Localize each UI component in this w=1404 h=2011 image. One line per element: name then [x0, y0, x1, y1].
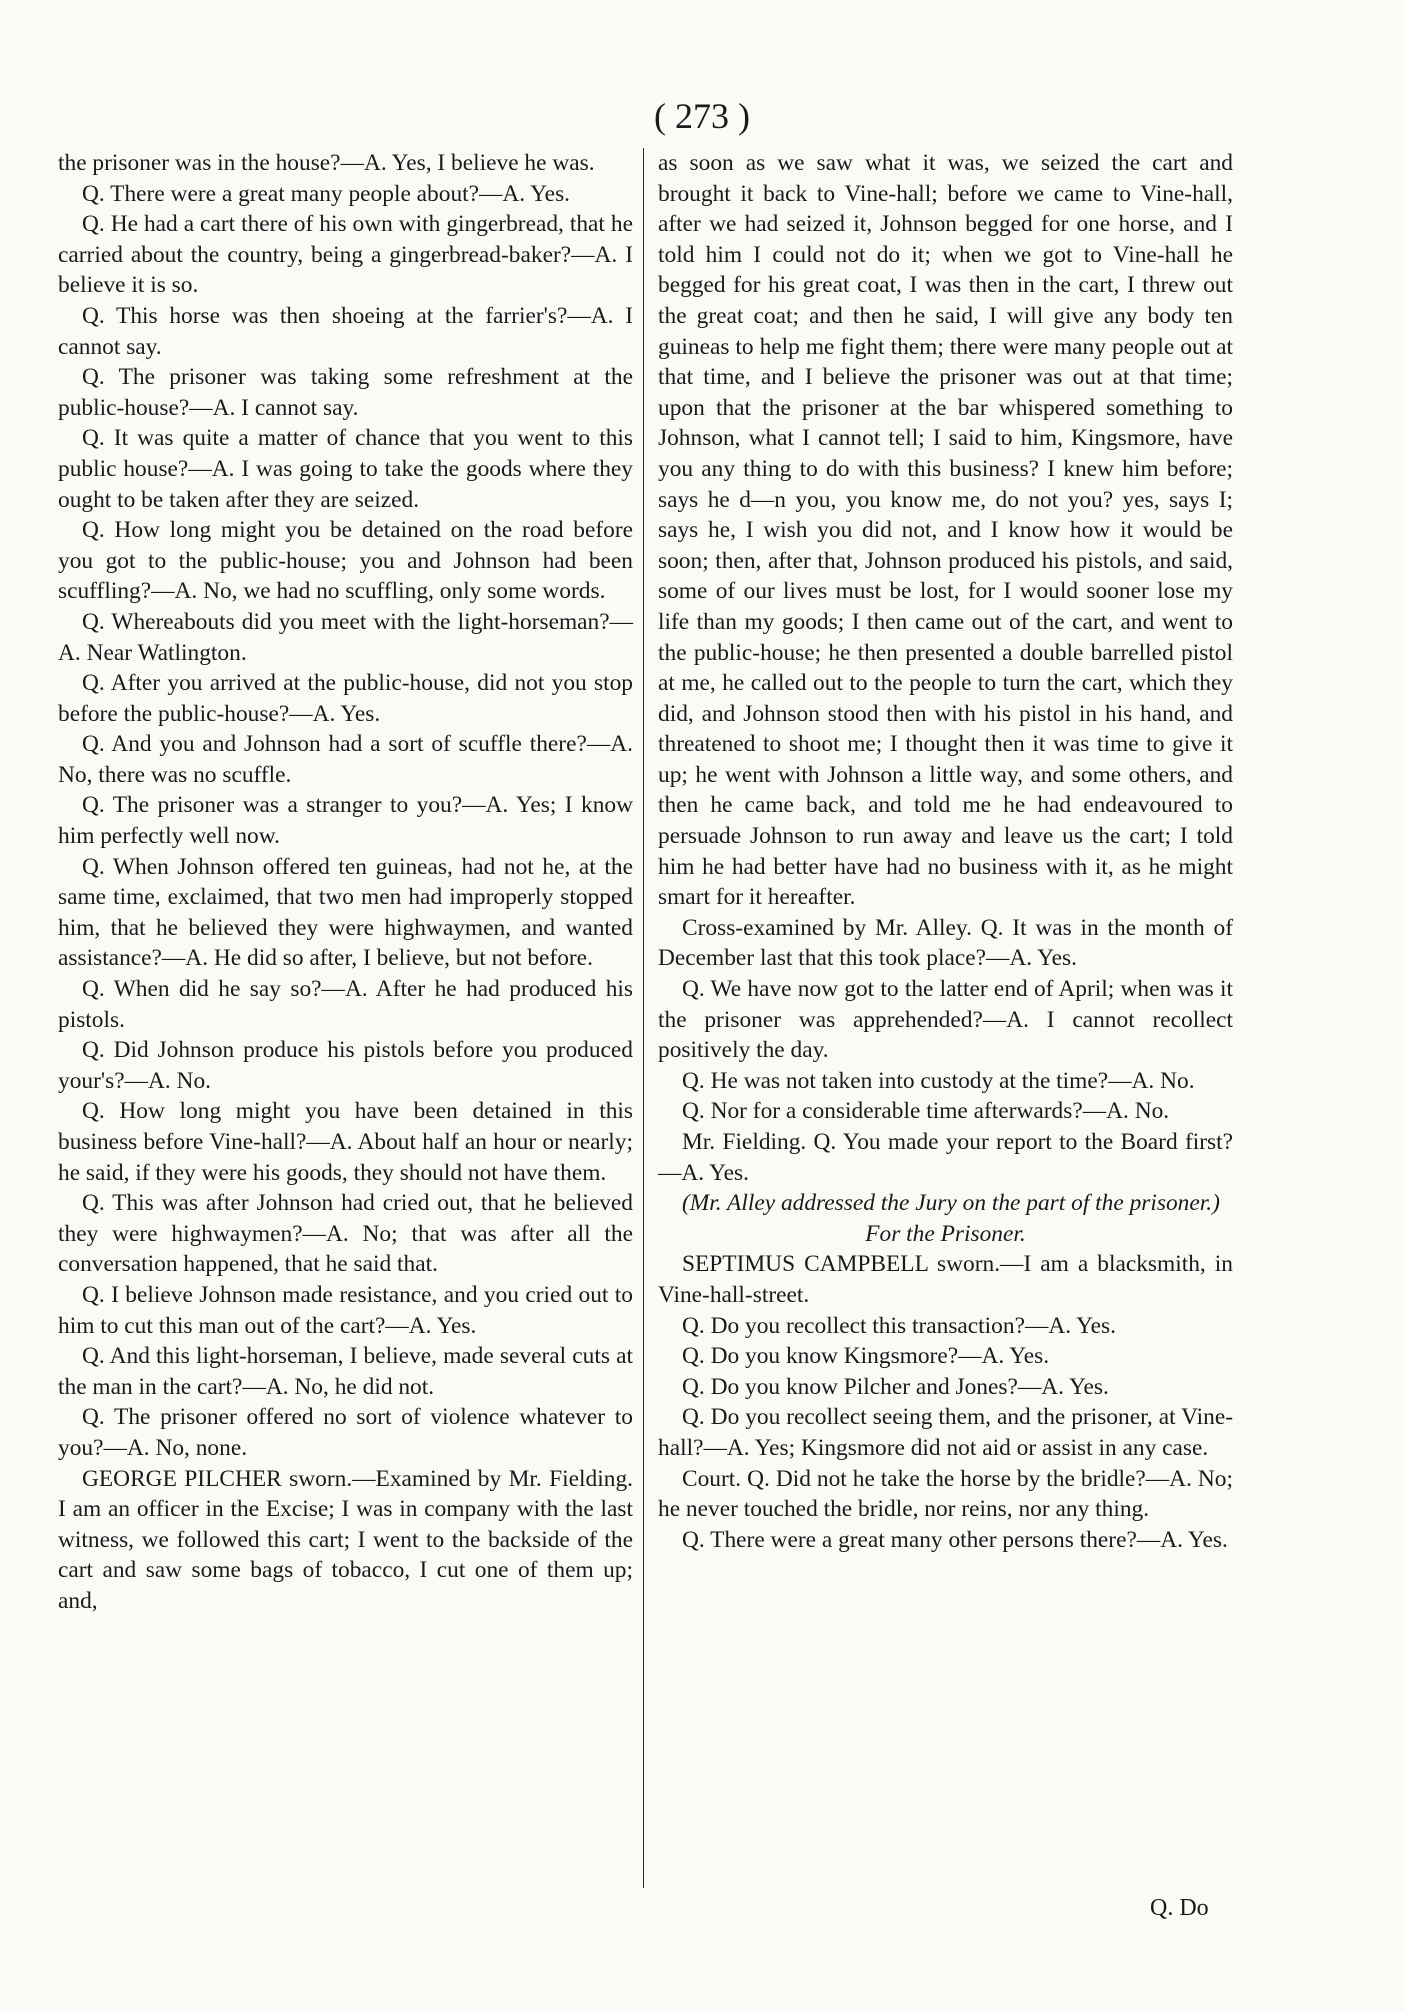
left-paragraph: Q. He had a cart there of his own with gingerbread, that he carried about the country, being a gingerbread-baker?—A. I believe it is so.: [58, 211, 633, 299]
right-column: [658, 148, 1233, 1555]
left-paragraph: Q. The prisoner was a stranger to you?—A. Yes; I know him perfectly well now.: [58, 792, 633, 850]
right-paragraph: Q. Do you know Pilcher and Jones?—A. Yes.: [682, 1373, 1109, 1400]
catchword: Q. Do: [1150, 1895, 1209, 1921]
left-paragraph: the prisoner was in the house?—A. Yes, I believe he was.: [58, 150, 595, 176]
right-paragraph: Mr. Fielding. Q. You made your report to the Board first?—A. Yes.: [658, 1129, 1233, 1186]
left-paragraph: Q. How long might you be detained on the road before you got to the public-house; you and Johnson had been scuffling?—A. No, we had no scuffling, only some words.: [58, 517, 633, 605]
left-paragraph: Q. And this light-horseman, I believe, made several cuts at the man in the cart?—A. No, he did not.: [58, 1343, 633, 1400]
left-paragraph: Q. When did he say so?—A. After he had produced his pistols.: [58, 976, 633, 1033]
right-paragraph: Court. Q. Did not he take the horse by the bridle?—A. No; he never touched the bridle, nor reins, nor any thing.: [658, 1465, 1233, 1523]
right-paragraph: Cross-examined by Mr. Alley. Q. It was in the month of December last that this took place?—A. Yes.: [658, 914, 1233, 972]
page-number: ( 273 ): [654, 96, 750, 136]
right-paragraph: Q. There were a great many other persons there?—A. Yes.: [682, 1526, 1228, 1553]
right-paragraph: Q. Do you recollect seeing them, and the prisoner, at Vine-hall?—A. Yes; Kingsmore did not aid or assist in any case.: [658, 1404, 1233, 1461]
left-paragraph: Q. I believe Johnson made resistance, and you cried out to him to cut this man out of the cart?—A. Yes.: [58, 1281, 633, 1339]
right-paragraph: Q. Do you know Kingsmore?—A. Yes.: [682, 1343, 1050, 1370]
left-paragraph: Q. This horse was then shoeing at the farrier's?—A. I cannot say.: [58, 302, 633, 360]
left-paragraph: GEORGE PILCHER sworn.—Examined by Mr. Fielding. I am an officer in the Excise; I was in company with the last witness, we followed this cart; I went to the backside of the cart and saw some bags of tobacco, I cut one of them up; and,: [58, 1465, 633, 1614]
left-paragraph: Q. Did Johnson produce his pistols before you produced your's?—A. No.: [58, 1037, 633, 1094]
left-paragraph: Q. There were a great many people about?—A. Yes.: [82, 180, 571, 207]
left-paragraph: Q. It was quite a matter of chance that you went to this public house?—A. I was going to take the goods where they ought to be taken after they are seized.: [58, 425, 633, 513]
left-column: [58, 148, 633, 1617]
section-heading: For the Prisoner.: [865, 1220, 1026, 1247]
left-paragraph: Q. The prisoner offered no sort of violence whatever to you?—A. No, none.: [58, 1404, 633, 1461]
right-paragraph: (Mr. Alley addressed the Jury on the part of the prisoner.): [682, 1190, 1220, 1217]
right-paragraph: Q. He was not taken into custody at the time?—A. No.: [682, 1067, 1195, 1094]
right-paragraph: Q. Do you recollect this transaction?—A. Yes.: [682, 1312, 1116, 1339]
right-paragraph: as soon as we saw what it was, we seized the cart and brought it back to Vine-hall; before we came to Vine-hall, after we had seized it, Johnson begged for one horse, and I told him I could not do it; when we got to Vine-hall he begged for his great coat, I was then in the cart, I threw out the great coat; and then he said, I will give any body ten guineas to help me fight them; there were many people out at that time, and I believe the prisoner was out at that time; upon that the prisoner at the bar whispered something to Johnson, what I cannot tell; I said to him, Kingsmore, have you any thing to do with this business? I knew him before; says he d—n you, you know me, do not you? yes, says I; says he, I wish you did not, and I know how it would be soon; then, after that, Johnson produced his pistols, and said, some of our lives must be lost, for I would sooner lose my life than my goods; I then came out of the cart, and went to the public-house; he then presented a double barrelled pistol at me, he called out to the people to turn the cart, which they did, and Johnson stood then with his pistol in his hand, and threatened to shoot me; I thought then it was time to give it up; he went with Johnson a little way, and some others, and then he came back, and told me he had endeavoured to persuade Johnson to run away and leave us the cart; I told him he had better have had no business with it, as he might smart for it hereafter.: [658, 150, 1233, 911]
left-paragraph: Q. The prisoner was taking some refreshment at the public-house?—A. I cannot say.: [58, 364, 633, 421]
left-paragraph: Q. This was after Johnson had cried out, that he believed they were highwaymen?—A. No; that was after all the conversation happened, that he said that.: [58, 1190, 633, 1278]
left-paragraph: Q. After you arrived at the public-house, did not you stop before the public-house?—A. Yes.: [58, 670, 633, 727]
left-paragraph: Q. And you and Johnson had a sort of scuffle there?—A. No, there was no scuffle.: [58, 731, 633, 788]
column-divider: [643, 148, 644, 1888]
right-paragraph: Q. We have now got to the latter end of April; when was it the prisoner was apprehended?—A. I cannot recollect positively the day.: [658, 976, 1233, 1064]
left-paragraph: Q. Whereabouts did you meet with the light-horseman?—A. Near Watlington.: [58, 608, 633, 666]
right-paragraph: SEPTIMUS CAMPBELL sworn.—I am a blacksmith, in Vine-hall-street.: [658, 1251, 1233, 1308]
left-paragraph: Q. How long might you have been detained in this business before Vine-hall?—A. About half an hour or nearly; he said, if they were his goods, they should not have them.: [58, 1098, 633, 1186]
left-paragraph: Q. When Johnson offered ten guineas, had not he, at the same time, exclaimed, that two men had improperly stopped him, that he believed they were highwaymen, and wanted assistance?—A. He did so after, I believe, but not before.: [58, 853, 633, 972]
right-paragraph: Q. Nor for a considerable time afterwards?—A. No.: [682, 1098, 1170, 1125]
